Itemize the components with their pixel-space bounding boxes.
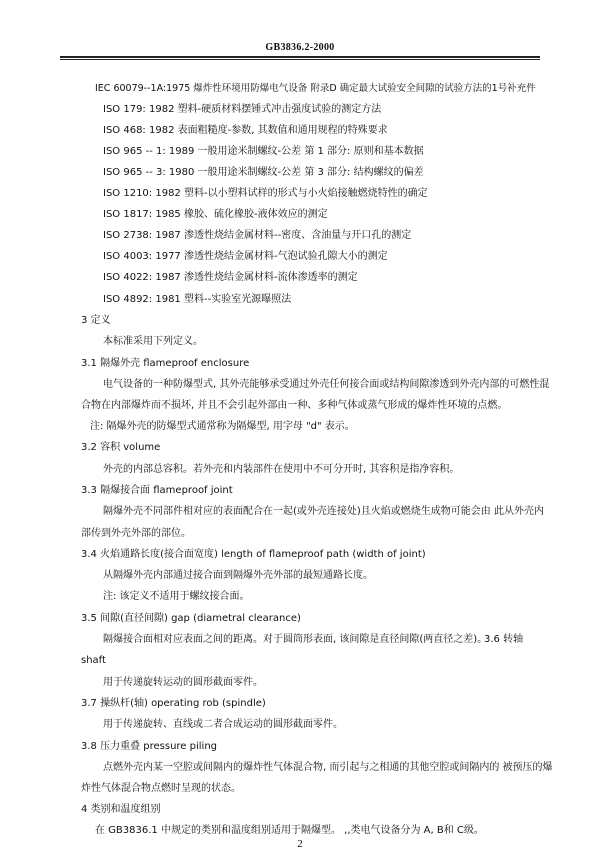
definition-term: 3.5 间隙(直径间隙) gap (diametral clearance) bbox=[81, 613, 301, 624]
paragraph: 用于传递旋转、直线或二者合成运动的圆形截面零件。 bbox=[103, 719, 343, 730]
definition-term-inline: 3.6 转轴 bbox=[484, 634, 524, 645]
definition-term: 3.8 压力重叠 pressure piling bbox=[81, 741, 218, 752]
paragraph: 从隔爆外壳内部通过接合面到隔爆外壳外部的最短通路长度。 bbox=[103, 570, 373, 581]
definition-term: 3.1 隔爆外壳 flameproof enclosure bbox=[81, 358, 250, 369]
paragraph: 用于传递旋转运动的圆形截面零件。 bbox=[103, 677, 263, 688]
note: 注: 隔爆外壳的防爆型式通常称为隔爆型, 用字母 "d" 表示。 bbox=[90, 421, 355, 432]
paragraph: 部传到外壳外部的部位。 bbox=[81, 528, 191, 539]
header-rule bbox=[60, 56, 540, 58]
reference-item: ISO 965 -- 3: 1980 一般用途米制螺纹-公差 第 3 部分: 结构螺纹的偏差 bbox=[103, 167, 424, 178]
reference-item: ISO 4003: 1977 渗透性烧结金属材料-气泡试验孔隙大小的测定 bbox=[103, 251, 388, 262]
reference-item: ISO 1817: 1985 橡胶、硫化橡胶-液体效应的测定 bbox=[103, 209, 328, 220]
reference-item: ISO 2738: 1987 渗透性烧结金属材料--密度、含油量与开口孔的测定 bbox=[103, 230, 412, 241]
definition-term: 3.4 火焰通路长度(接合面宽度) length of flameproof path (width of joint) bbox=[81, 549, 426, 560]
definition-term: 3.3 隔爆接合面 flameproof joint bbox=[81, 485, 233, 496]
section-heading: 4 类别和温度组别 bbox=[81, 804, 161, 815]
paragraph: 点燃外壳内某一空腔或间隔内的爆炸性气体混合物, 而引起与之相通的其他空腔或间隔内的 被预压的爆 bbox=[103, 762, 553, 773]
standard-code: GB3836.2-2000 bbox=[265, 42, 335, 53]
paragraph: 在 GB3836.1 中规定的类别和温度组别适用于隔爆型。 ,,类电气设备分为 A, B和 C级。 bbox=[95, 825, 484, 836]
paragraph: 外壳的内部总容积。若外壳和内装部件在使用中不可分开时, 其容积是指净容积。 bbox=[103, 464, 460, 475]
paragraph: 隔爆外壳不同部件相对应的表面配合在一起(或外壳连接处)且火焰或燃烧生成物可能会由 此从外壳内 bbox=[103, 506, 544, 517]
paragraph: 本标准采用下列定义。 bbox=[103, 336, 203, 347]
header-rule bbox=[60, 59, 540, 60]
reference-item: IEC 60079--1A:1975 爆炸性环境用防爆电气设备 附录D 确定最大试验安全间隙的试验方法的1号补充件 bbox=[95, 83, 536, 94]
definition-term-continued: shaft bbox=[81, 655, 106, 666]
paragraph: 隔爆接合面相对应表面之间的距离。对于圆筒形表面, 该间隙是直径间隙(两直径之差)。 bbox=[103, 634, 488, 645]
paragraph: 炸性气体混合物点燃时呈现的状态。 bbox=[81, 783, 241, 794]
section-heading: 3 定义 bbox=[81, 315, 111, 326]
paragraph: 电气设备的一种防爆型式, 其外壳能够承受通过外壳任何接合面或结构间隙渗透到外壳内部的可燃性混 bbox=[103, 379, 550, 390]
reference-item: ISO 4892: 1981 塑料--实验室光源曝照法 bbox=[103, 294, 292, 305]
reference-item: ISO 1210: 1982 塑料-以小塑料试样的形式与小火焰接触燃烧特性的确定 bbox=[103, 188, 428, 199]
definition-term: 3.2 容积 volume bbox=[81, 442, 161, 453]
reference-item: ISO 468: 1982 表面粗糙度-参数, 其数值和通用规程的特殊要求 bbox=[103, 125, 388, 136]
reference-item: ISO 965 -- 1: 1989 一般用途米制螺纹-公差 第 1 部分: 原则和基本数据 bbox=[103, 146, 424, 157]
note: 注: 该定义不适用于螺纹接合面。 bbox=[103, 591, 250, 602]
page-number: 2 bbox=[297, 838, 303, 850]
definition-term: 3.7 操纵杆(轴) operating rob (spindle) bbox=[81, 698, 266, 709]
reference-item: ISO 179: 1982 塑料-硬质材料摆锤式冲击强度试验的测定方法 bbox=[103, 104, 382, 115]
reference-item: ISO 4022: 1987 渗透性烧结金属材料-流体渗透率的测定 bbox=[103, 272, 358, 283]
paragraph: 合物在内部爆炸而不损坏, 并且不会引起外部由一种、多种气体或蒸气形成的爆炸性环境的点燃。 bbox=[81, 400, 508, 411]
